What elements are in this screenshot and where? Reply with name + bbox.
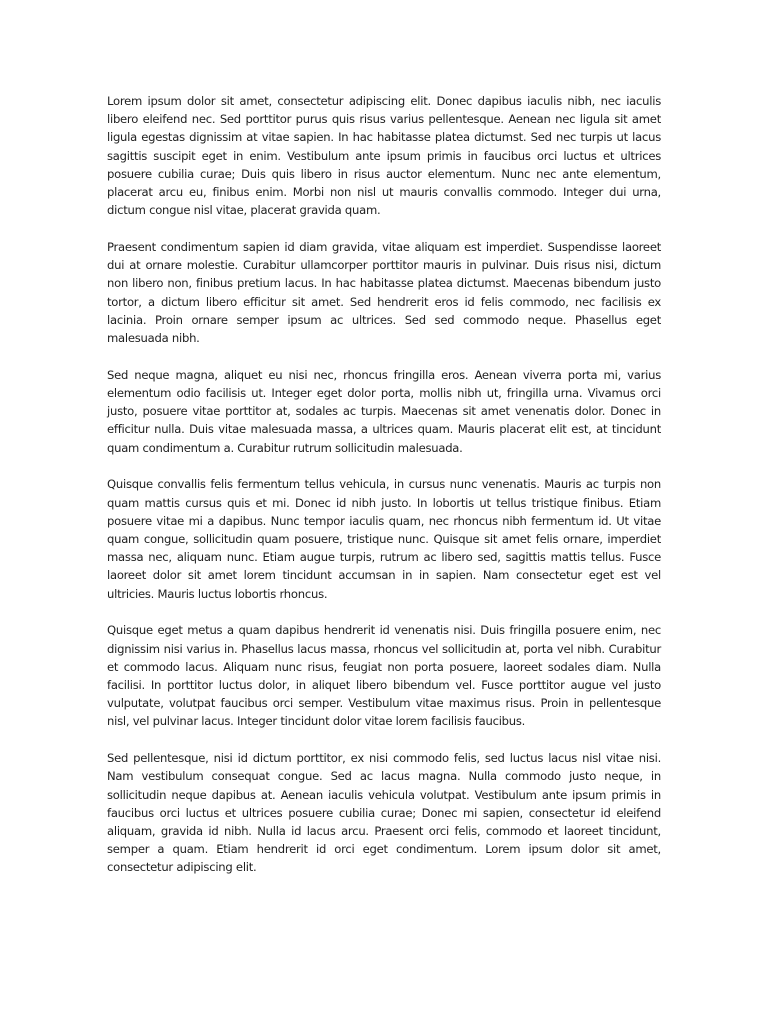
paragraph-5: Quisque eget metus a quam dapibus hendrerit id venenatis nisi. Duis fringilla posuere enim, nec dignissim nisi varius in. Phasellus lacus massa, rhoncus vel sollicitudin at, porta vel nibh. Curabitur et commodo lacus. Aliquam nunc risus, feugiat non porta posuere, laoreet sodales diam. Nulla facilisi. In porttitor luctus dolor, in aliquet libero bibendum vel. Fusce porttitor augue vel justo vulputate, volutpat faucibus orci semper. Vestibulum vitae maximus risus. Proin in pellentesque nisl, vel pulvinar lacus. Integer tincidunt dolor vitae lorem facilisis faucibus. — [107, 623, 661, 729]
document-body — [107, 92, 661, 895]
paragraph-2: Praesent condimentum sapien id diam gravida, vitae aliquam est imperdiet. Suspendisse laoreet dui at ornare molestie. Curabitur ullamcorper porttitor mauris in pulvinar. Duis risus nisi, dictum non libero non, finibus pretium lacus. In hac habitasse platea dictumst. Maecenas bibendum justo tortor, a dictum libero efficitur sit amet. Sed hendrerit eros id felis commodo, nec facilisis ex lacinia. Proin ornare semper ipsum ac ultrices. Sed sed commodo neque. Phasellus eget malesuada nibh. — [107, 240, 661, 346]
paragraph-1: Lorem ipsum dolor sit amet, consectetur adipiscing elit. Donec dapibus iaculis nibh, nec iaculis libero eleifend nec. Sed porttitor purus quis risus varius pellentesque. Aenean nec ligula sit amet ligula egestas dignissim at vitae sapien. In hac habitasse platea dictumst. Sed nec turpis ut lacus sagittis suscipit eget in enim. Vestibulum ante ipsum primis in faucibus orci luctus et ultrices posuere cubilia curae; Duis quis libero in risus auctor elementum. Nunc nec ante elementum, placerat arcu eu, finibus enim. Morbi non nisl ut mauris convallis commodo. Integer dui urna, dictum congue nisl vitae, placerat gravida quam. — [107, 94, 661, 218]
paragraph-4: Quisque convallis felis fermentum tellus vehicula, in cursus nunc venenatis. Mauris ac turpis non quam mattis cursus quis et mi. Donec id nibh justo. In lobortis ut tellus tristique finibus. Etiam posuere vitae mi a dapibus. Nunc tempor iaculis quam, nec rhoncus nibh fermentum id. Ut vitae quam congue, sollicitudin quam posuere, tristique nunc. Quisque sit amet felis ornare, imperdiet massa nec, aliquam nunc. Etiam augue turpis, rutrum ac libero sed, sagittis mattis tellus. Fusce laoreet dolor sit amet lorem tincidunt accumsan in in sapien. Nam consectetur eget est vel ultricies. Mauris luctus lobortis rhoncus. — [107, 477, 661, 601]
paragraph-3: Sed neque magna, aliquet eu nisi nec, rhoncus fringilla eros. Aenean viverra porta mi, varius elementum odio facilisis ut. Integer eget dolor porta, mollis nibh ut, fringilla urna. Vivamus orci justo, posuere vitae porttitor at, sodales ac turpis. Maecenas sit amet venenatis dolor. Donec in efficitur nulla. Duis vitae malesuada massa, a ultrices quam. Mauris placerat elit est, at tincidunt quam condimentum a. Curabitur rutrum sollicitudin malesuada. — [107, 367, 661, 455]
paragraph-6: Sed pellentesque, nisi id dictum porttitor, ex nisi commodo felis, sed luctus lacus nisl vitae nisi. Nam vestibulum consequat congue. Sed ac lacus magna. Nulla commodo justo neque, in sollicitudin neque dapibus at. Aenean iaculis vehicula volutpat. Vestibulum ante ipsum primis in faucibus orci luctus et ultrices posuere cubilia curae; Donec mi sapien, consectetur id eleifend aliquam, gravida id nibh. Nulla id lacus arcu. Praesent orci felis, commodo et laoreet tincidunt, semper a quam. Etiam hendrerit id orci eget condimentum. Lorem ipsum dolor sit amet, consectetur adipiscing elit. — [107, 751, 661, 875]
